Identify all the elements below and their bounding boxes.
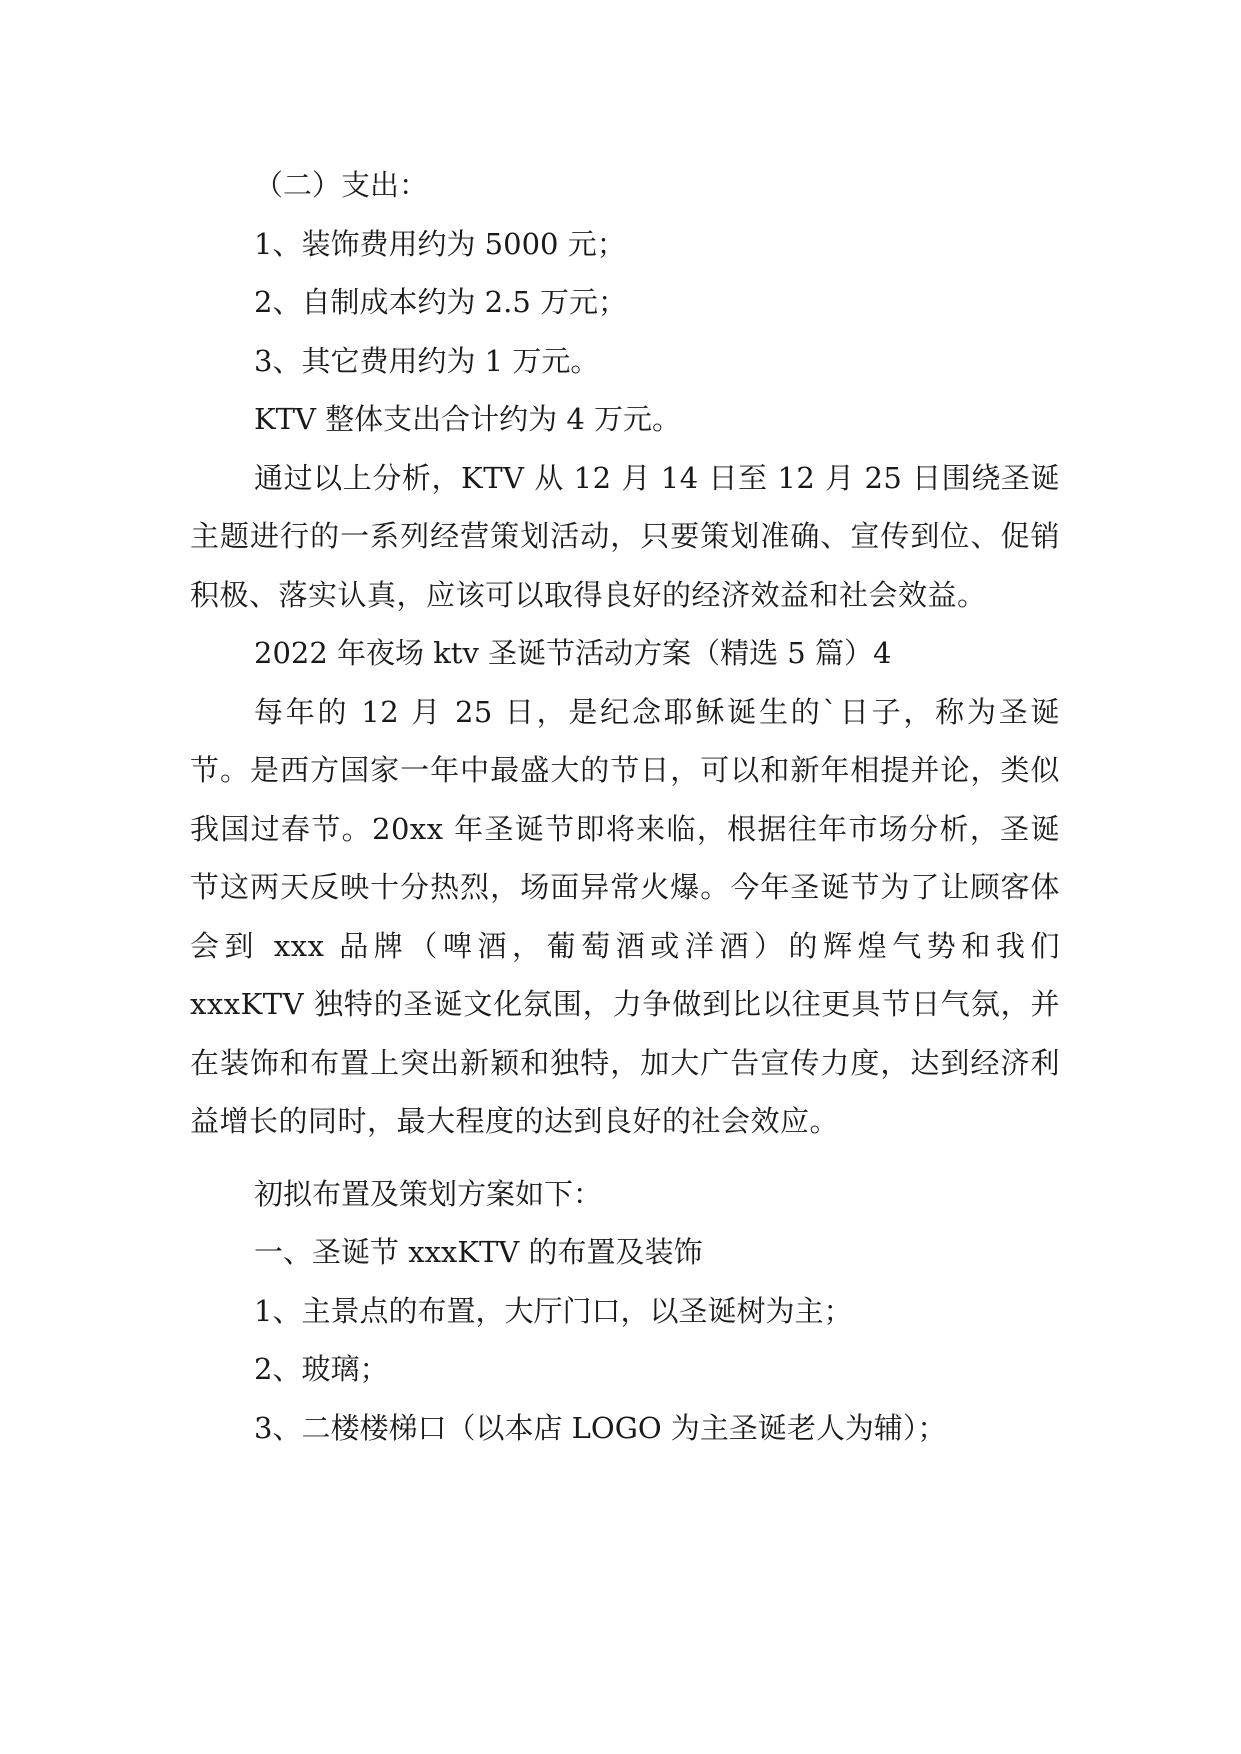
plan-item-2: 2、玻璃； — [254, 1352, 389, 1386]
section-title: 2022 年夜场 ktv 圣诞节活动方案（精选 5 篇）4 — [254, 636, 892, 670]
expense-heading: （二）支出： — [254, 168, 429, 202]
expense-item-3: 3、其它费用约为 1 万元。 — [254, 343, 600, 378]
expense-item-1: 1、装饰费用约为 5000 元； — [254, 226, 626, 261]
analysis-paragraph: 通过以上分析，KTV 从 12 月 14 日至 12 月 25 日围绕圣诞主题进行的一系列经营策划活动，只要策划准确、宣传到位、促销积极、落实认真，应该可以取得良好的经济效益和社会效益。 — [190, 460, 1060, 612]
plan-intro: 初拟布置及策划方案如下： — [254, 1176, 603, 1211]
plan-item-1: 1、主景点的布置，大厅门口，以圣诞树为主； — [254, 1293, 853, 1328]
paragraph-spacer — [190, 1151, 1060, 1165]
expense-total: KTV 整体支出合计约为 4 万元。 — [254, 402, 682, 436]
plan-heading: 一、圣诞节 xxxKTV 的布置及装饰 — [254, 1235, 703, 1269]
expense-item-2: 2、自制成本约为 2.5 万元； — [254, 285, 628, 319]
plan-item-3: 3、二楼楼梯口（以本店 LOGO 为主圣诞老人为辅）； — [254, 1410, 947, 1445]
intro-paragraph: 每年的 12 月 25 日，是纪念耶稣诞生的`日子，称为圣诞节。是西方国家一年中最盛大的节日，可以和新年相提并论，类似我国过春节。20xx 年圣诞节即将来临，根据往年市场分析，圣诞节这两天反映十分热烈，场面异常火爆。今年圣诞节为了让顾客体会到 xxx 品牌（啤酒，葡萄酒或洋酒）的辉煌气势和我们 xxxKTV 独特的圣诞文化氛围，力争做到比以往更具节日气氛，并在装饰和布置上突出新颖和独特，加大广告宣传力度，达到经济利益增长的同时，最大程度的达到良好的社会效应。 — [190, 694, 1060, 1138]
document-body — [190, 156, 1060, 1457]
